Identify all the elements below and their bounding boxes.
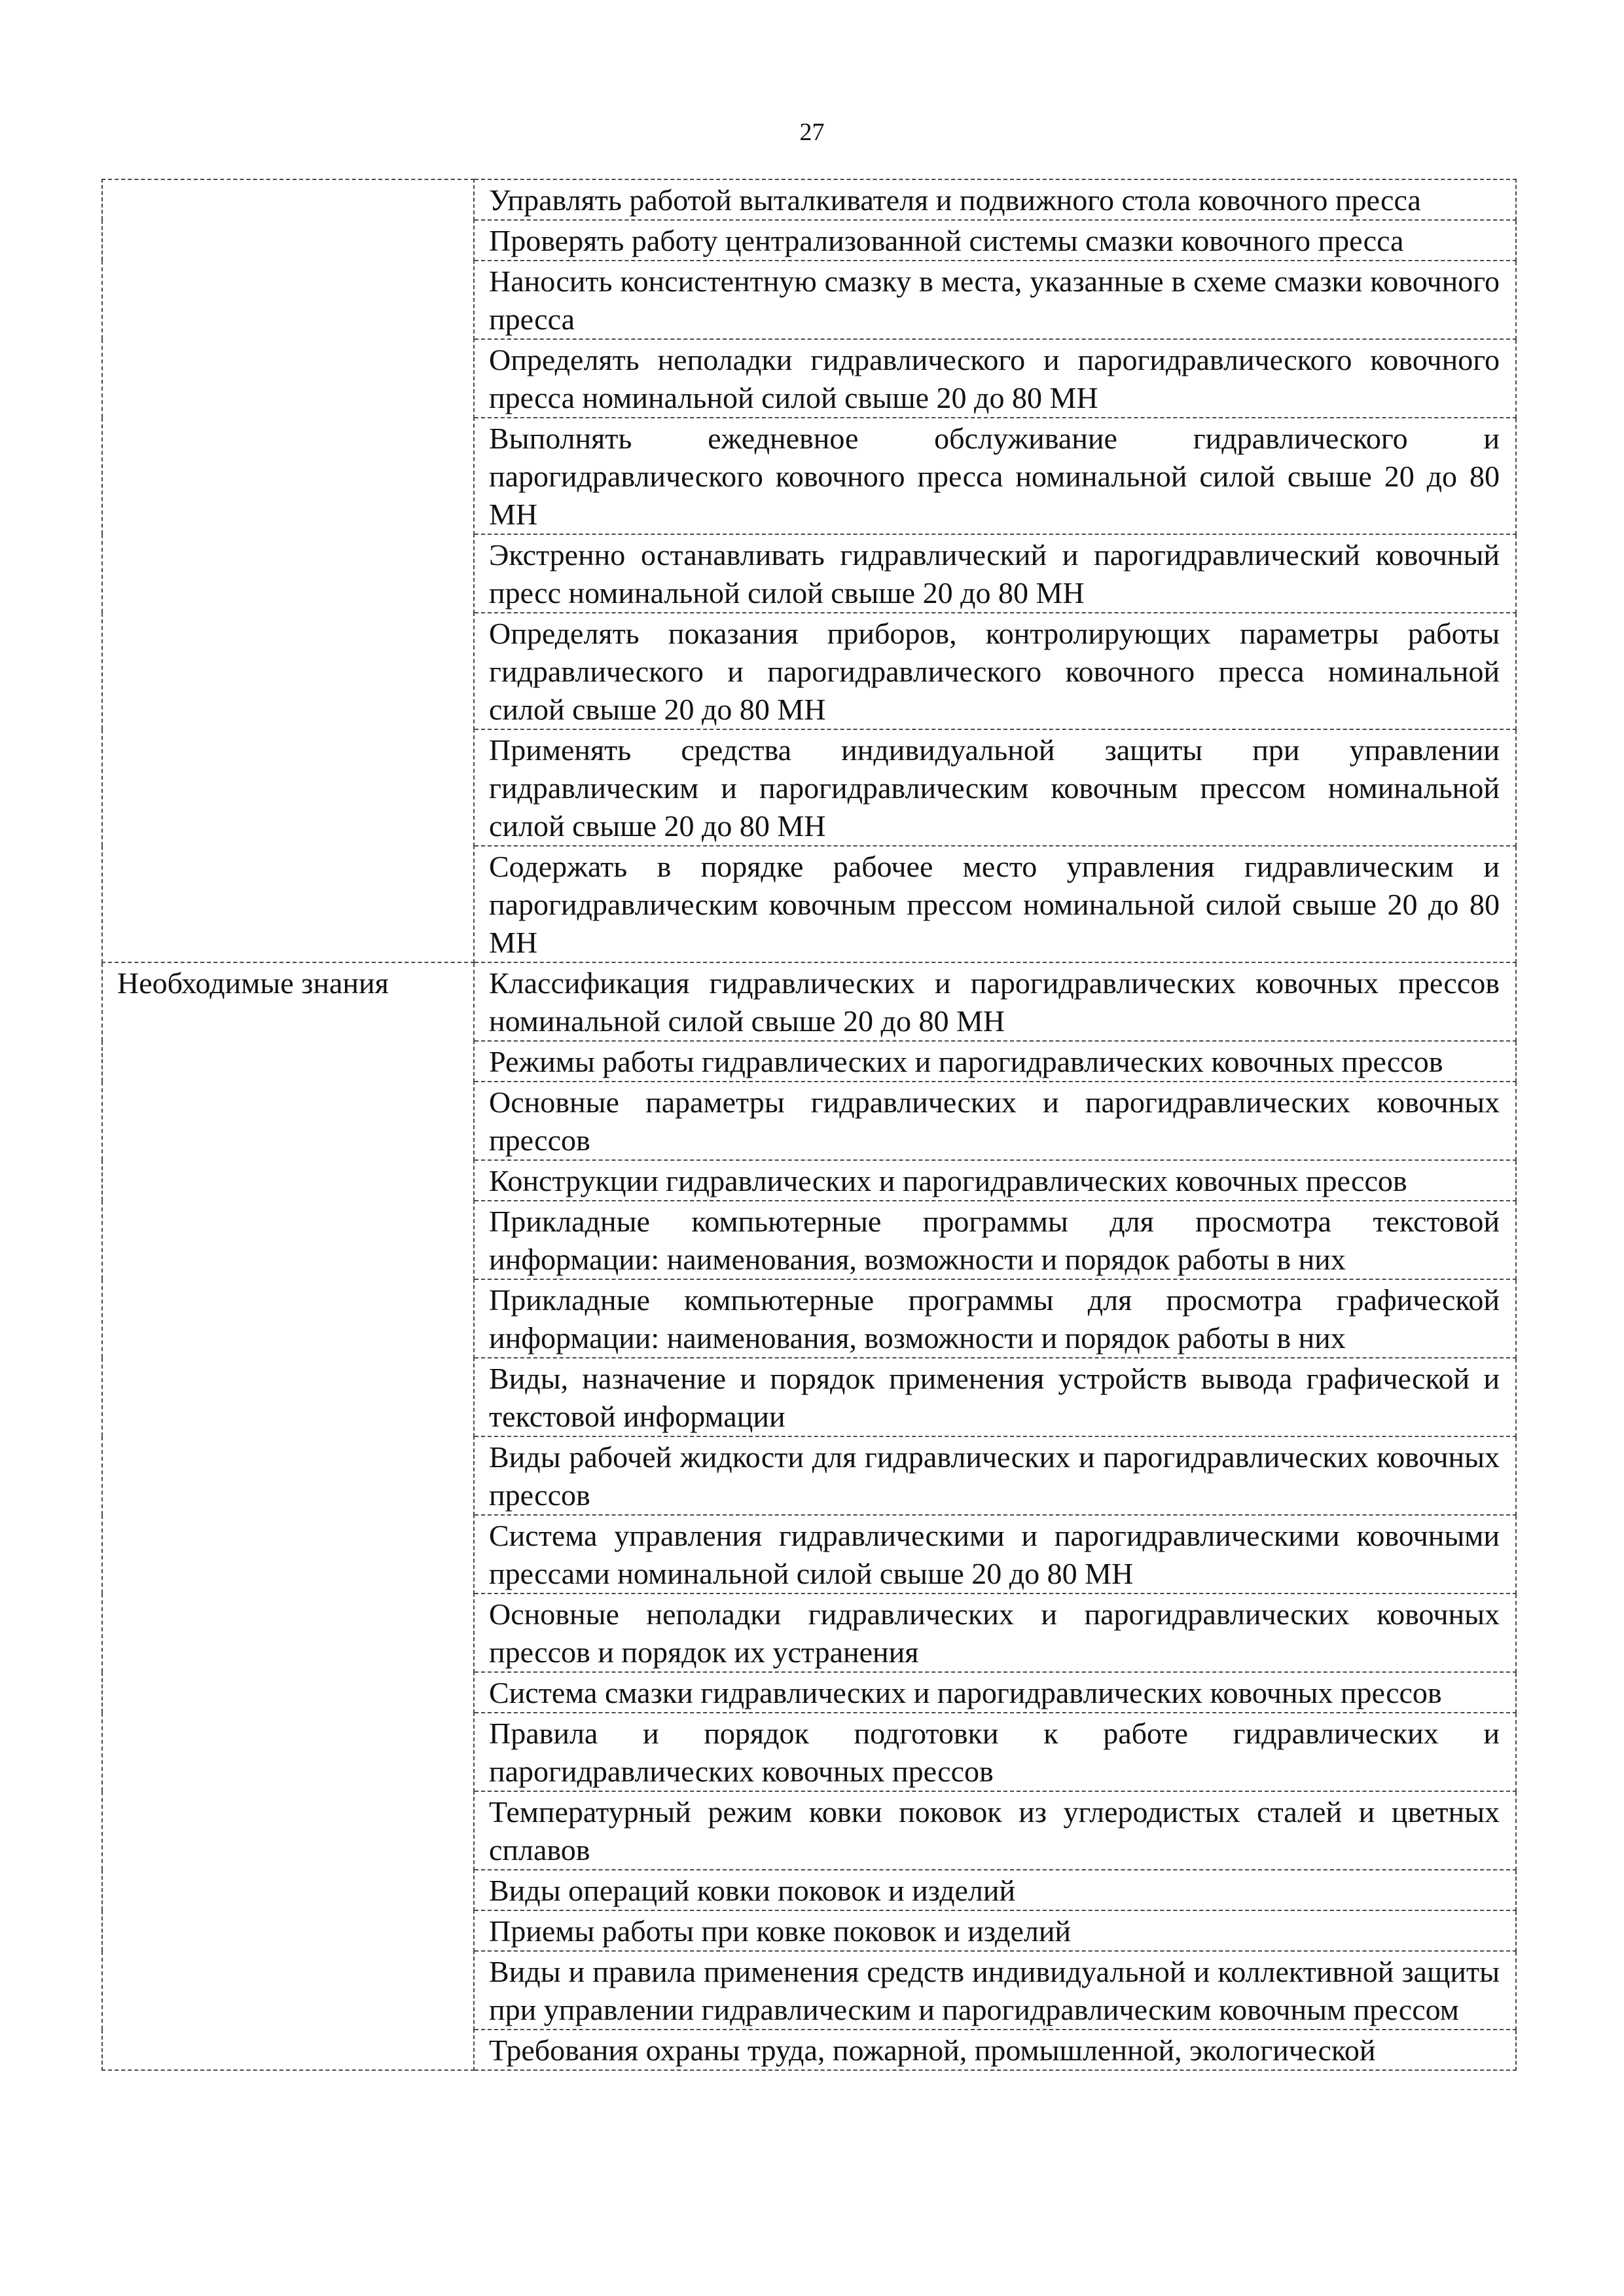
skill-item: Определять неполадки гидравлического и парогидравлического ковочного пресса номинальной силой свыше 20 до 80 МН (474, 339, 1516, 418)
knowledge-item: Конструкции гидравлических и парогидравлических ковочных прессов (474, 1160, 1516, 1201)
knowledge-item: Приемы работы при ковке поковок и изделий (474, 1910, 1516, 1951)
skill-item: Определять показания приборов, контролирующих параметры работы гидравлического и парогидравлического ковочного пресса номинальной силой свыше 20 до 80 МН (474, 613, 1516, 729)
skill-item: Применять средства индивидуальной защиты при управлении гидравлическим и парогидравлическим ковочным прессом номинальной силой свыше 20 до 80 МН (474, 729, 1516, 846)
knowledge-item: Требования охраны труда, пожарной, промышленной, экологической (474, 2030, 1516, 2070)
qualification-table (101, 179, 1517, 2071)
skills-label-cell (102, 179, 474, 962)
skill-item: Экстренно останавливать гидравлический и парогидравлический ковочный пресс номинальной силой свыше 20 до 80 МН (474, 534, 1516, 613)
skill-item: Управлять работой выталкивателя и подвижного стола ковочного пресса (474, 179, 1516, 220)
knowledge-item: Виды и правила применения средств индивидуальной и коллективной защиты при управлении гидравлическим и парогидравлическим ковочным прессом (474, 1951, 1516, 2030)
skill-item: Выполнять ежедневное обслуживание гидравлического и парогидравлического ковочного пресса номинальной силой свыше 20 до 80 МН (474, 418, 1516, 534)
table-row (102, 962, 1516, 1041)
skill-item: Наносить консистентную смазку в места, указанные в схеме смазки ковочного пресса (474, 261, 1516, 339)
knowledge-item: Температурный режим ковки поковок из углеродистых сталей и цветных сплавов (474, 1791, 1516, 1870)
knowledge-item: Правила и порядок подготовки к работе гидравлических и парогидравлических ковочных прессов (474, 1713, 1516, 1791)
knowledge-item: Основные неполадки гидравлических и парогидравлических ковочных прессов и порядок их устранения (474, 1594, 1516, 1672)
skill-item: Проверять работу централизованной системы смазки ковочного пресса (474, 220, 1516, 261)
skill-item: Содержать в порядке рабочее место управления гидравлическим и парогидравлическим ковочным прессом номинальной силой свыше 20 до 80 МН (474, 846, 1516, 962)
table-row (102, 179, 1516, 220)
knowledge-item: Виды, назначение и порядок применения устройств вывода графической и текстовой информации (474, 1358, 1516, 1436)
knowledge-item: Режимы работы гидравлических и парогидравлических ковочных прессов (474, 1041, 1516, 1082)
page-number: 27 (799, 118, 825, 146)
knowledge-item: Прикладные компьютерные программы для просмотра графической информации: наименования, возможности и порядок работы в них (474, 1279, 1516, 1358)
knowledge-item: Основные параметры гидравлических и парогидравлических ковочных прессов (474, 1082, 1516, 1160)
knowledge-item: Классификация гидравлических и парогидравлических ковочных прессов номинальной силой свыше 20 до 80 МН (474, 962, 1516, 1041)
knowledge-item: Система смазки гидравлических и парогидравлических ковочных прессов (474, 1672, 1516, 1713)
knowledge-item: Виды рабочей жидкости для гидравлических и парогидравлических ковочных прессов (474, 1436, 1516, 1515)
knowledge-item: Виды операций ковки поковок и изделий (474, 1870, 1516, 1910)
knowledge-item: Система управления гидравлическими и парогидравлическими ковочными прессами номинальной силой свыше 20 до 80 МН (474, 1515, 1516, 1594)
knowledge-label: Необходимые знания (102, 962, 474, 2070)
knowledge-item: Прикладные компьютерные программы для просмотра текстовой информации: наименования, возможности и порядок работы в них (474, 1201, 1516, 1279)
